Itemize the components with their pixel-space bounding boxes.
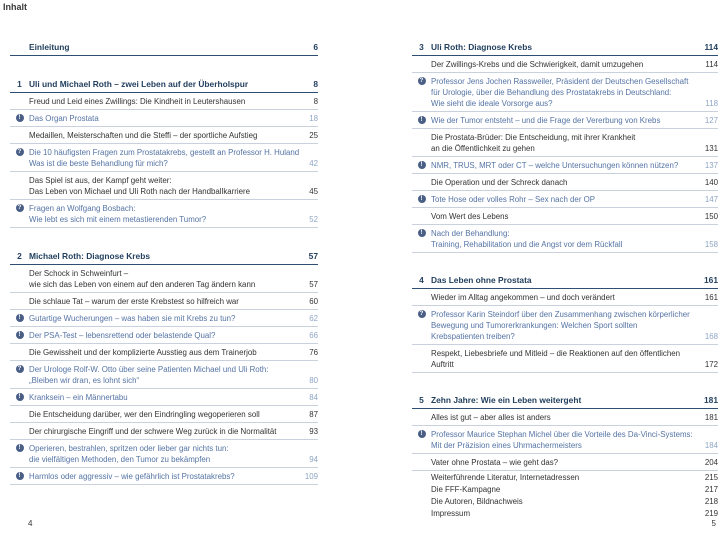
entry-title: Professor Jens Jochen Rassweiler, Präsident der Deutschen Gesellschaft für Urologie, über die Behandlung des Prostatakrebs in Deutschland: Wie sieht die ideale Vorsorge aus?: [431, 77, 689, 108]
entry-page: 158: [704, 240, 718, 249]
entry-title: Der Schock in Schweinfurt – wie sich das Leben von einem auf den anderen Tag ändern kann: [29, 269, 256, 289]
question-icon: ?: [16, 365, 24, 373]
section-title: Das Leben ohne Prostata: [431, 275, 532, 285]
exclamation-icon: !: [16, 331, 24, 339]
exclamation-icon: !: [418, 430, 426, 438]
entry-title: Die Operation und der Schreck danach: [431, 178, 568, 187]
exclamation-icon: !: [418, 195, 426, 203]
entry-page: 42: [309, 159, 318, 168]
exclamation-icon: !: [16, 444, 24, 452]
entry-page: 140: [704, 178, 718, 187]
exclamation-icon: !: [418, 116, 426, 124]
entry-marker: [10, 313, 29, 322]
section-page: 8: [313, 79, 318, 89]
entry-title: NMR, TRUS, MRT oder CT – welche Untersuchungen können nützen?: [431, 161, 679, 170]
appendix-page: 215: [704, 472, 718, 482]
toc-entry[interactable]: [412, 157, 718, 174]
entry-title: Gutartige Wucherungen – was haben sie mit Krebs zu tun?: [29, 314, 236, 323]
entry-marker: [10, 347, 29, 348]
entry-marker: [10, 203, 29, 212]
entry-title: Der Urologe Rolf-W. Otto über seine Patienten Michael und Uli Roth: „Bleiben wir dran, es lohnt sich“: [29, 365, 269, 385]
entry-marker: [10, 175, 29, 176]
entry-page: 127: [704, 116, 718, 125]
entry-title: Das Organ Prostata: [29, 114, 99, 123]
toc-entry[interactable]: [412, 73, 718, 112]
appendix-page: 217: [704, 484, 718, 494]
toc-entry[interactable]: [10, 440, 318, 468]
entry-marker: [412, 457, 431, 458]
entry-marker: [10, 330, 29, 339]
section-page: 6: [313, 42, 318, 52]
toc-entry[interactable]: [10, 93, 318, 110]
entry-marker: [10, 130, 29, 131]
entry-title: Das Spiel ist aus, der Kampf geht weiter: Das Leben von Michael und Uli Roth nach der Handballkarriere: [29, 176, 251, 196]
appendix-item[interactable]: [412, 495, 718, 507]
entry-title: Alles ist gut – aber alles ist anders: [431, 413, 551, 422]
entry-page: 204: [704, 458, 718, 467]
entry-page: 161: [704, 293, 718, 302]
entry-title: Der chirurgische Eingriff und der schwere Weg zurück in die Normalität: [29, 427, 277, 436]
entry-marker: [412, 228, 431, 237]
entry-page: 168: [704, 332, 718, 341]
section-number: 5: [419, 395, 424, 405]
toc-entry[interactable]: [10, 110, 318, 127]
exclamation-icon: !: [16, 393, 24, 401]
entry-title: Tote Hose oder volles Rohr – Sex nach der OP: [431, 195, 596, 204]
section-title: Michael Roth: Diagnose Krebs: [29, 251, 150, 261]
appendix-title: Weiterführende Literatur, Internetadressen: [431, 472, 580, 482]
toc-entry[interactable]: [10, 144, 318, 172]
toc-entry[interactable]: [412, 454, 718, 471]
entry-marker: [10, 113, 29, 122]
section-page: 161: [704, 275, 718, 285]
appendix-page: 218: [704, 496, 718, 506]
entry-page: 84: [309, 393, 318, 402]
left-column: [10, 40, 318, 485]
toc-entry[interactable]: [412, 56, 718, 73]
appendix-title: Impressum: [431, 508, 471, 518]
appendix-item[interactable]: [412, 483, 718, 495]
toc-entry[interactable]: [412, 129, 718, 157]
footer-page-right: 5: [711, 519, 716, 528]
entry-marker: [10, 443, 29, 452]
entry-page: 18: [309, 114, 318, 123]
entry-marker: [412, 348, 431, 349]
entry-page: 45: [309, 187, 318, 196]
toc-entry[interactable]: [10, 200, 318, 228]
section-heading[interactable]: [10, 79, 318, 93]
entry-marker: [10, 96, 29, 97]
entry-marker: [412, 177, 431, 178]
entry-marker: [412, 76, 431, 85]
toc-entry[interactable]: [10, 423, 318, 440]
toc-entry[interactable]: [10, 310, 318, 327]
entry-title: Der Zwillings-Krebs und die Schwierigkeit, damit umzugehen: [431, 60, 644, 69]
toc-entry[interactable]: [10, 265, 318, 293]
entry-title: Operieren, bestrahlen, spritzen oder lieber gar nichts tun: die vielfältigen Methoden, den Tumor zu bekämpfen: [29, 444, 229, 464]
appendix-item[interactable]: [412, 507, 718, 519]
section-number: 1: [17, 79, 22, 89]
entry-marker: [10, 268, 29, 269]
entry-marker: [10, 364, 29, 373]
entry-title: Fragen an Wolfgang Bosbach: Wie lebt es sich mit einem metastierenden Tumor?: [29, 204, 207, 224]
exclamation-icon: !: [16, 114, 24, 122]
entry-marker: [412, 412, 431, 413]
exclamation-icon: !: [16, 314, 24, 322]
question-icon: ?: [16, 148, 24, 156]
toc-entry[interactable]: [10, 293, 318, 310]
section-title: Uli und Michael Roth – zwei Leben auf der Überholspur: [29, 79, 249, 89]
entry-page: 150: [704, 212, 718, 221]
toc-entry[interactable]: [10, 172, 318, 200]
section-title: Uli Roth: Diagnose Krebs: [431, 42, 532, 52]
toc-entry[interactable]: [412, 112, 718, 129]
toc-entry[interactable]: [10, 361, 318, 389]
toc-entry[interactable]: [10, 468, 318, 485]
section-heading[interactable]: [412, 395, 718, 409]
toc-entry[interactable]: [412, 208, 718, 225]
entry-marker: [412, 132, 431, 133]
entry-title: Der PSA-Test – lebensrettend oder belastende Qual?: [29, 331, 216, 340]
entry-title: Die 10 häufigsten Fragen zum Prostatakrebs, gestellt an Professor H. Huland Was ist die beste Behandlung für mich?: [29, 148, 300, 168]
entry-marker: [412, 309, 431, 318]
entry-page: 25: [309, 131, 318, 140]
section-title: Einleitung: [29, 42, 70, 52]
appendix-page: 219: [704, 508, 718, 518]
entry-marker: [412, 115, 431, 124]
toc-entry[interactable]: [412, 306, 718, 345]
entry-page: 137: [704, 161, 718, 170]
entry-page: 8: [313, 97, 318, 106]
appendix-list: [412, 471, 718, 519]
toc-entry[interactable]: [412, 345, 718, 373]
entry-title: Wieder im Alltag angekommen – und doch verändert: [431, 293, 615, 302]
entry-page: 52: [309, 215, 318, 224]
entry-title: Die Entscheidung darüber, wer den Eindringling wegoperieren soll: [29, 410, 260, 419]
toc-entry[interactable]: [10, 127, 318, 144]
entry-page: 118: [705, 99, 718, 108]
entry-page: 60: [309, 297, 318, 306]
entry-page: 93: [309, 427, 318, 436]
entry-page: 184: [704, 441, 718, 450]
section-heading[interactable]: [10, 42, 318, 56]
entry-marker: [10, 409, 29, 410]
entry-title: Die Prostata-Brüder: Die Entscheidung, mit ihrer Krankheit an die Öffentlichkeit zu gehen: [431, 133, 636, 153]
toc-entry[interactable]: [10, 406, 318, 423]
entry-marker: [10, 147, 29, 156]
toc-entry[interactable]: [10, 389, 318, 406]
entry-title: Die Gewissheit und der komplizierte Ausstieg aus dem Trainerjob: [29, 348, 257, 357]
entry-page: 172: [704, 360, 718, 369]
page-label: Inhalt: [3, 2, 27, 12]
footer-page-left: 4: [28, 519, 33, 528]
entry-marker: [10, 296, 29, 297]
entry-title: Wie der Tumor entsteht – und die Frage der Vererbung von Krebs: [431, 116, 661, 125]
entry-page: 76: [309, 348, 318, 357]
section-number: 3: [419, 42, 424, 52]
toc-entry[interactable]: [412, 289, 718, 306]
entry-marker: [10, 392, 29, 401]
question-icon: ?: [16, 204, 24, 212]
entry-marker: [412, 160, 431, 169]
section-page: 114: [704, 42, 718, 52]
entry-title: Medaillen, Meisterschaften und die Steffi – der sportliche Aufstieg: [29, 131, 258, 140]
entry-title: Kranksein – ein Männertabu: [29, 393, 128, 402]
section-title: Zehn Jahre: Wie ein Leben weitergeht: [431, 395, 582, 405]
entry-title: Nach der Behandlung: Training, Rehabilitation und die Angst vor dem Rückfall: [431, 229, 623, 249]
entry-title: Respekt, Liebesbriefe und Mitleid – die Reaktionen auf den öffentlichen Auftritt: [431, 349, 681, 369]
entry-page: 80: [309, 376, 318, 385]
appendix-title: Die FFF-Kampagne: [431, 484, 501, 494]
right-column: [412, 40, 718, 519]
section-number: 4: [419, 275, 424, 285]
entry-title: Vom Wert des Lebens: [431, 212, 509, 221]
exclamation-icon: !: [418, 229, 426, 237]
entry-page: 181: [704, 413, 718, 422]
toc-entry[interactable]: [412, 409, 718, 426]
entry-marker: [412, 429, 431, 438]
question-icon: ?: [418, 77, 426, 85]
entry-title: Vater ohne Prostata – wie geht das?: [431, 458, 559, 467]
entry-marker: [412, 194, 431, 203]
toc-entry[interactable]: [412, 225, 718, 253]
entry-page: 114: [705, 60, 718, 69]
entry-page: 66: [309, 331, 318, 340]
appendix-title: Die Autoren, Bildnachweis: [431, 496, 523, 506]
entry-title: Freud und Leid eines Zwillings: Die Kindheit in Leutershausen: [29, 97, 246, 106]
section-page: 181: [704, 395, 718, 405]
section-heading[interactable]: [412, 275, 718, 289]
entry-marker: [10, 471, 29, 480]
entry-marker: [412, 211, 431, 212]
appendix-item[interactable]: [412, 471, 718, 483]
section-number: 2: [17, 251, 22, 261]
toc-entry[interactable]: [10, 344, 318, 361]
entry-title: Professor Karin Steindorf über den Zusammenhang zwischen körperlicher Bewegung und Tumorerkrankungen: Welchen Sport sollten Krebspatienten treiben?: [431, 310, 690, 341]
toc-entry[interactable]: [412, 174, 718, 191]
entry-page: 62: [309, 314, 318, 323]
exclamation-icon: !: [418, 161, 426, 169]
entry-title: Professor Maurice Stephan Michel über die Vorteile des Da-Vinci-Systems: Mit der Präzision eines Uhrmachermeisters: [431, 430, 693, 450]
exclamation-icon: !: [16, 472, 24, 480]
entry-title: Harmlos oder aggressiv – wie gefährlich ist Prostatakrebs?: [29, 472, 235, 481]
entry-page: 57: [309, 280, 318, 289]
entry-page: 109: [304, 472, 318, 481]
entry-title: Die schlaue Tat – warum der erste Krebstest so hilfreich war: [29, 297, 239, 306]
entry-page: 131: [704, 144, 718, 153]
entry-page: 147: [704, 195, 718, 204]
entry-page: 87: [309, 410, 318, 419]
section-heading[interactable]: [10, 251, 318, 265]
toc-entry[interactable]: [412, 426, 718, 454]
entry-marker: [412, 292, 431, 293]
entry-marker: [412, 59, 431, 60]
toc-entry[interactable]: [412, 191, 718, 208]
question-icon: ?: [418, 310, 426, 318]
entry-marker: [10, 426, 29, 427]
entry-page: 94: [309, 455, 318, 464]
section-page: 57: [308, 251, 318, 261]
section-heading[interactable]: [412, 42, 718, 56]
toc-entry[interactable]: [10, 327, 318, 344]
